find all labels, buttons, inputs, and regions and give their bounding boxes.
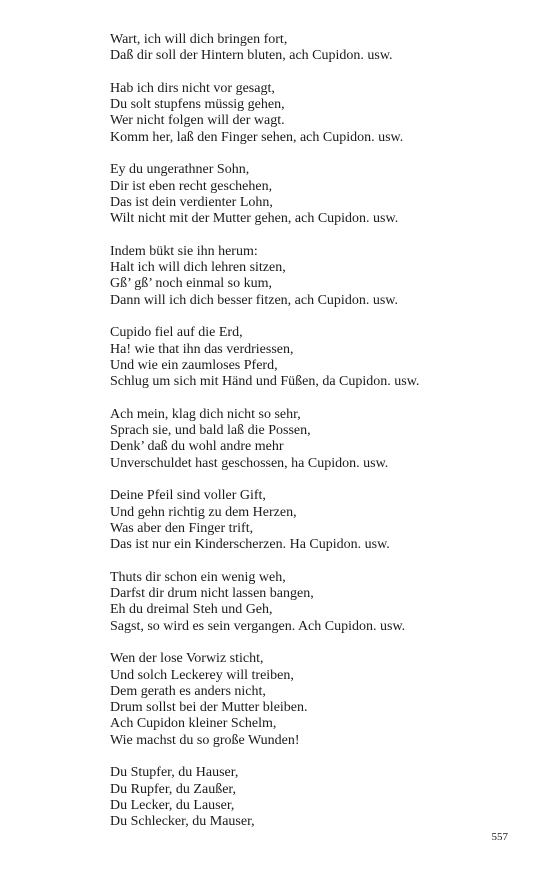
verse-line: Wie machst du so große Wunden!	[110, 732, 300, 748]
page-number: 557	[491, 831, 508, 843]
verse-line: Du Schlecker, du Mauser,	[110, 814, 255, 830]
verse-line: Ha! wie that ihn das verdriessen,	[110, 341, 294, 357]
verse-line: Das ist nur ein Kinderscherzen. Ha Cupidon. usw.	[110, 537, 390, 553]
stanza	[110, 570, 530, 635]
stanza	[110, 81, 530, 146]
verse-line: Dir ist eben recht geschehen,	[110, 178, 273, 194]
verse-line: Und solch Leckerey will treiben,	[110, 667, 294, 683]
poem-text	[110, 32, 530, 847]
verse-line: Denk’ daß du wohl andre mehr	[110, 439, 284, 455]
verse-line: Deine Pfeil sind voller Gift,	[110, 488, 266, 504]
verse-line: Gß’ gß’ noch einmal so kum,	[110, 276, 273, 292]
verse-line: Du solt stupfens müssig gehen,	[110, 97, 285, 113]
stanza	[110, 765, 530, 830]
stanza	[110, 407, 530, 472]
verse-line: Das ist dein verdienter Lohn,	[110, 194, 273, 210]
stanza	[110, 244, 530, 309]
verse-line: Unverschuldet hast geschossen, ha Cupidon. usw.	[110, 455, 389, 471]
stanza	[110, 162, 530, 227]
verse-line: Wen der lose Vorwiz sticht,	[110, 651, 264, 667]
verse-line: Dann will ich dich besser fitzen, ach Cupidon. usw.	[110, 292, 398, 308]
verse-line: Wer nicht folgen will der wagt.	[110, 113, 285, 129]
verse-line: Komm her, laß den Finger sehen, ach Cupidon. usw.	[110, 129, 404, 145]
verse-line: Drum sollst bei der Mutter bleiben.	[110, 700, 308, 716]
verse-line: Halt ich will dich lehren sitzen,	[110, 260, 286, 276]
verse-line: Ach mein, klag dich nicht so sehr,	[110, 406, 301, 422]
stanza	[110, 325, 530, 390]
stanza	[110, 32, 530, 65]
verse-line: Du Lecker, du Lauser,	[110, 797, 235, 813]
verse-line: Dem gerath es anders nicht,	[110, 683, 266, 699]
verse-line: Darfst dir drum nicht lassen bangen,	[110, 586, 314, 602]
verse-line: Sagst, so wird es sein vergangen. Ach Cupidon. usw.	[110, 618, 406, 634]
verse-line: Daß dir soll der Hintern bluten, ach Cupidon. usw.	[110, 48, 393, 64]
stanza	[110, 488, 530, 553]
verse-line: Sprach sie, und bald laß die Possen,	[110, 423, 311, 439]
stanza	[110, 651, 530, 749]
verse-line: Hab ich dirs nicht vor gesagt,	[110, 80, 275, 96]
verse-line: Schlug um sich mit Händ und Füßen, da Cupidon. usw.	[110, 374, 420, 390]
verse-line: Und gehn richtig zu dem Herzen,	[110, 504, 297, 520]
verse-line: Cupido fiel auf die Erd,	[110, 325, 243, 341]
verse-line: Ach Cupidon kleiner Schelm,	[110, 716, 277, 732]
verse-line: Was aber den Finger trift,	[110, 520, 254, 536]
verse-line: Du Rupfer, du Zaußer,	[110, 781, 237, 797]
verse-line: Thuts dir schon ein wenig weh,	[110, 569, 286, 585]
verse-line: Eh du dreimal Steh und Geh,	[110, 602, 273, 618]
verse-line: Wart, ich will dich bringen fort,	[110, 32, 288, 47]
verse-line: Wilt nicht mit der Mutter gehen, ach Cupidon. usw.	[110, 211, 399, 227]
verse-line: Ey du ungerathner Sohn,	[110, 162, 250, 178]
verse-line: Du Stupfer, du Hauser,	[110, 765, 239, 781]
verse-line: Und wie ein zaumloses Pferd,	[110, 357, 278, 373]
verse-line: Indem bükt sie ihn herum:	[110, 243, 258, 259]
